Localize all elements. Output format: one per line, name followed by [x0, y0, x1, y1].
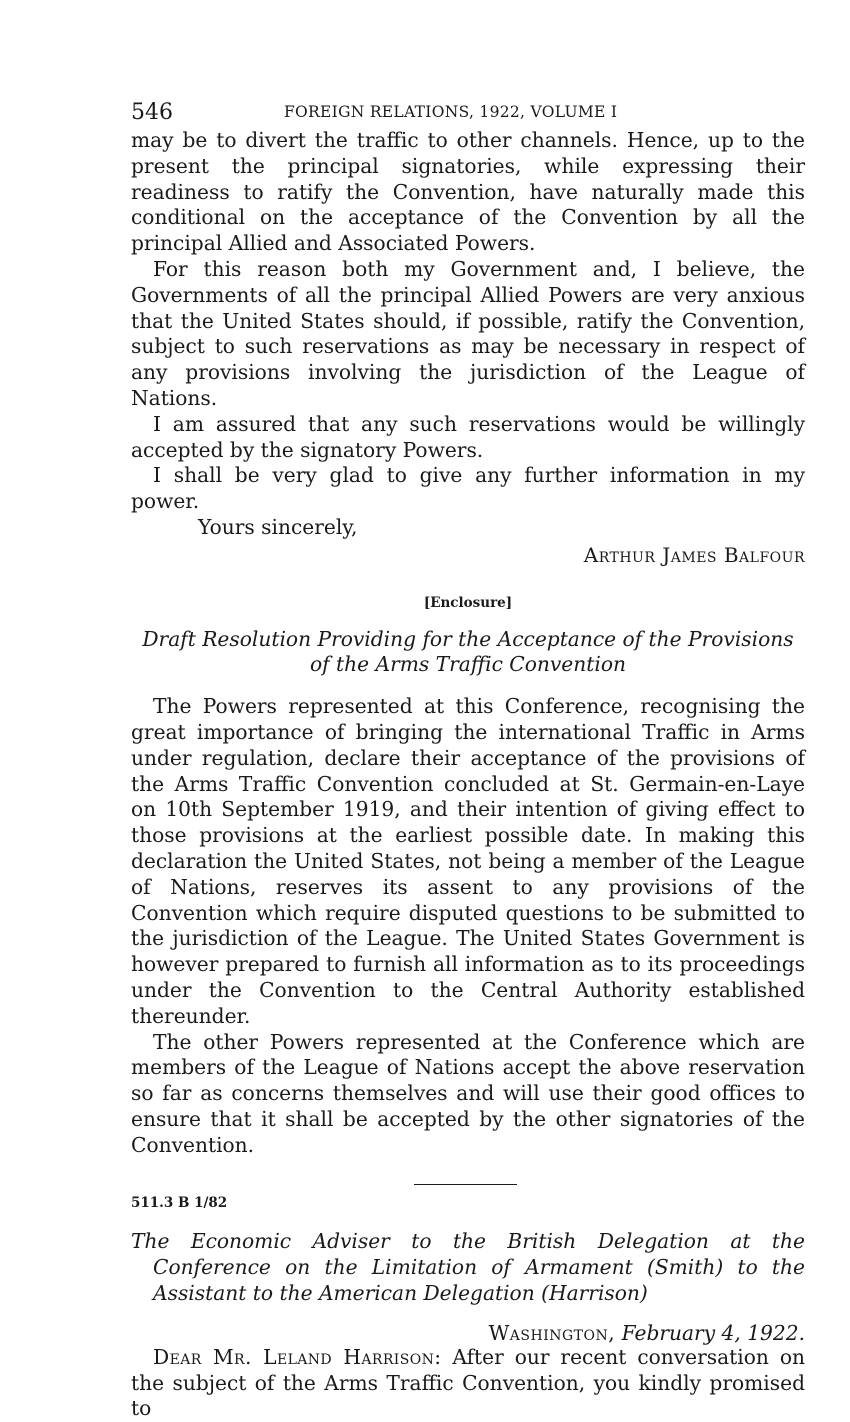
file-number: 511.3 B 1/82	[131, 1195, 228, 1212]
draft-paragraph-2: The other Powers represented at the Conference which are members of the League of Nations accept the above reservation so far as concerns themselves and will use their good offices to ensure that it shall be accepted by the other signatories of the Convention.	[131, 1029, 805, 1157]
letter-paragraph-1: may be to divert the traffic to other channels. Hence, up to the present the principal signatories, while expressing their readiness to ratify the Convention, have naturally made this conditional on the acceptance of the Convention by all the principal Allied and Associated Powers.	[131, 128, 805, 256]
section-divider	[414, 1184, 517, 1185]
running-header	[131, 92, 805, 128]
document-page	[131, 92, 805, 1422]
letter-opening-paragraph	[131, 1345, 805, 1422]
draft-paragraph-1: The Powers represented at this Conference, recognising the great importance of bringing the international Traffic in Arms under regulation, declare their acceptance of the provisions of the Arms Traffic Convention concluded at St. Germain-en-Laye on 10th September 1919, and their intention of giving effect to those provisions at the earliest possible date. In making this declaration the United States, not being a member of the League of Nations, reserves its assent to any provisions of the Convention which require disputed questions to be submitted to the jurisdiction of the League. The United States Government is however prepared to furnish all information as to its proceedings under the Convention to the Central Authority established thereunder.	[131, 694, 805, 1028]
letter-paragraph-3: I am assured that any such reservations would be willingly accepted by the signatory Powers.	[131, 411, 805, 462]
running-title: FOREIGN RELATIONS, 1922, VOLUME I	[284, 103, 618, 121]
enclosure-label: [Enclosure]	[423, 594, 513, 611]
dateline	[131, 1321, 805, 1345]
dateline-place: Washington,	[488, 1320, 616, 1345]
draft-resolution-title: Draft Resolution Providing for the Acceptance of the Provisions of the Arms Traffic Convention	[142, 626, 794, 677]
signature: Arthur James Balfour	[583, 542, 805, 567]
dateline-date: February 4, 1922.	[621, 1320, 805, 1345]
closing: Yours sincerely,	[198, 514, 358, 539]
letter-paragraph-2: For this reason both my Government and, I believe, the Governments of all the principal Allied Powers are very anxious that the United States should, if possible, ratify the Convention, subject to such reservations as may be necessary in respect of any provisions involving the jurisdiction of the League of Nations.	[131, 256, 805, 410]
page-number: 546	[131, 100, 173, 125]
letter-title: The Economic Adviser to the British Delegation at the Conference on the Limitation of Armament (Smith) to the Assistant to the American Delegation (Harrison)	[131, 1229, 805, 1306]
letter-paragraph-4: I shall be very glad to give any further information in my power.	[131, 463, 805, 514]
letter-opening-text: After our recent conversation on the subject of the Arms Traffic Convention, you kindly promised to	[131, 1344, 805, 1421]
salutation: Dear Mr. Leland Harrison:	[153, 1344, 442, 1369]
